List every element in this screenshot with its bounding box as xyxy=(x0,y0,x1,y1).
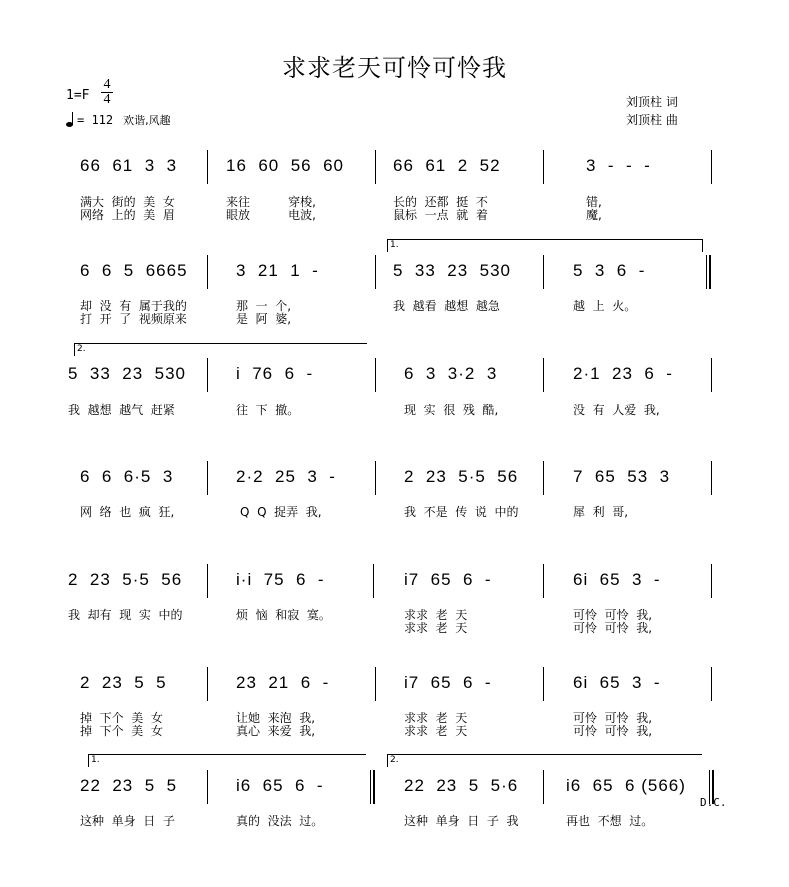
tempo-marking xyxy=(66,112,171,128)
lyric-line: 鼠标 一点 就 着 xyxy=(393,208,488,222)
barline xyxy=(375,667,376,701)
lyric-line: 网 络 也 疯 狂, xyxy=(80,505,175,519)
barline xyxy=(375,150,376,184)
lyric-line: 却 没 有 属于我的 xyxy=(80,299,187,313)
second-ending-bracket: 2. xyxy=(74,343,367,356)
measure-notes: 2·2 25 3 - xyxy=(236,467,336,486)
lyric-line: 真心 来爱 我, xyxy=(236,724,316,738)
measure-notes: 3 21 1 - xyxy=(236,261,319,280)
measure-notes: i6 65 6 (566) xyxy=(566,776,686,795)
measure-notes: 6 6 6·5 3 xyxy=(80,467,174,486)
time-signature xyxy=(101,78,113,107)
barline xyxy=(207,358,208,392)
lyric-line: 求求 老 天 xyxy=(404,621,468,635)
lyricist: 刘顶柱 词 xyxy=(626,95,678,109)
barline xyxy=(543,255,544,289)
barline xyxy=(207,150,208,184)
lyric-line: 网络 上的 美 眉 xyxy=(80,208,175,222)
lyric-line: 往 下 撤。 xyxy=(236,403,300,417)
lyric-line: 我 越想 越气 赶紧 xyxy=(68,403,175,417)
measure-notes: 2 23 5·5 56 xyxy=(404,467,519,486)
measure-notes: 6 3 3·2 3 xyxy=(404,364,498,383)
lyric-line: 求求 老 天 xyxy=(404,608,468,622)
measure-notes: 6i 65 3 - xyxy=(573,673,661,692)
measure-notes: 3 - - - xyxy=(586,156,651,175)
lyric-line: 再也 不想 过。 xyxy=(566,814,654,828)
measure-notes: 66 61 3 3 xyxy=(80,156,178,175)
repeat-end-barline xyxy=(370,770,375,804)
lyric-line: 我 却有 现 实 中的 xyxy=(68,608,183,622)
measure-notes: 5 33 23 530 xyxy=(68,364,186,383)
lyric-line: 掉 下个 美 女 xyxy=(80,711,163,725)
lyric-line: 那 一 个, xyxy=(236,299,292,313)
measure-notes: i7 65 6 - xyxy=(404,673,492,692)
measure-notes: 22 23 5 5 xyxy=(80,776,178,795)
lyric-line: Q Q 捉弄 我, xyxy=(240,505,322,519)
lyric-line: 烦 恼 和寂 寞。 xyxy=(236,608,331,622)
barline xyxy=(207,667,208,701)
barline xyxy=(711,358,712,392)
measure-notes: 5 33 23 530 xyxy=(393,261,511,280)
lyric-line: 来往 穿梭, xyxy=(226,195,316,209)
barline xyxy=(711,150,712,184)
lyric-line: 满大 街的 美 女 xyxy=(80,195,175,209)
barline xyxy=(543,564,544,598)
lyric-line: 犀 利 哥, xyxy=(573,505,629,519)
lyric-line: 打 开 了 视频原来 xyxy=(80,312,187,326)
repeat-start-barline xyxy=(373,564,376,598)
quarter-note-icon xyxy=(66,122,73,127)
barline xyxy=(711,667,712,701)
repeat-end-barline xyxy=(706,255,711,289)
measure-notes: 66 61 2 52 xyxy=(393,156,501,175)
barline xyxy=(207,564,208,598)
lyric-line: 可怜 可怜 我, xyxy=(573,608,653,622)
tempo-style: 欢谐,风趣 xyxy=(123,114,171,127)
barline xyxy=(543,150,544,184)
authors xyxy=(626,93,678,129)
measure-notes: 2 23 5 5 xyxy=(80,673,167,692)
lyric-line: 错, xyxy=(586,195,602,209)
da-capo-marking: D.C. xyxy=(700,796,727,809)
barline xyxy=(375,255,376,289)
measure-notes: 7 65 53 3 xyxy=(573,467,671,486)
barline xyxy=(207,461,208,495)
measure-notes: 6 6 5 6665 xyxy=(80,261,188,280)
lyric-line: 求求 老 天 xyxy=(404,711,468,725)
key-signature: 1=F xyxy=(66,88,90,103)
lyric-line: 是 阿 婆, xyxy=(236,312,292,326)
song-title: 求求老天可怜可怜我 xyxy=(282,54,507,82)
measure-notes: i7 65 6 - xyxy=(404,570,492,589)
measure-notes: 6i 65 3 - xyxy=(573,570,661,589)
barline xyxy=(207,255,208,289)
lyric-line: 没 有 人爱 我, xyxy=(573,403,660,417)
barline xyxy=(543,461,544,495)
lyric-line: 眼放 电波, xyxy=(226,208,316,222)
measure-notes: 2·1 23 6 - xyxy=(573,364,673,383)
lyric-line: 让她 来泡 我, xyxy=(236,711,316,725)
barline xyxy=(207,770,208,804)
lyric-line: 可怜 可怜 我, xyxy=(573,724,653,738)
lyric-line: 可怜 可怜 我, xyxy=(573,711,653,725)
lyric-line: 长的 还都 挺 不 xyxy=(393,195,488,209)
measure-notes: i6 65 6 - xyxy=(236,776,324,795)
lyric-line: 真的 没法 过。 xyxy=(236,814,324,828)
barline xyxy=(543,667,544,701)
time-signature-top: 4 xyxy=(103,77,111,92)
measure-notes: i 76 6 - xyxy=(236,364,314,383)
measure-notes: 2 23 5·5 56 xyxy=(68,570,183,589)
lyric-line: 求求 老 天 xyxy=(404,724,468,738)
barline xyxy=(543,770,544,804)
first-ending-bracket-2: 1. xyxy=(88,754,366,767)
barline xyxy=(375,461,376,495)
second-ending-bracket-2: 2. xyxy=(387,754,702,767)
lyric-line: 这种 单身 日 子 我 xyxy=(404,814,519,828)
measure-notes: 5 3 6 - xyxy=(573,261,646,280)
barline xyxy=(375,358,376,392)
barline xyxy=(711,461,712,495)
measure-notes: 22 23 5 5·6 xyxy=(404,776,519,795)
lyric-line: 现 实 很 残 酷, xyxy=(404,403,499,417)
barline xyxy=(543,358,544,392)
lyric-line: 掉 下个 美 女 xyxy=(80,724,163,738)
time-signature-bottom: 4 xyxy=(101,92,113,107)
measure-notes: 16 60 56 60 xyxy=(226,156,344,175)
lyric-line: 我 越看 越想 越急 xyxy=(393,299,500,313)
first-ending-bracket: 1. xyxy=(387,239,703,252)
lyric-line: 可怜 可怜 我, xyxy=(573,621,653,635)
tempo-bpm: = 112 xyxy=(77,113,114,127)
barline xyxy=(711,564,712,598)
lyric-line: 我 不是 传 说 中的 xyxy=(404,505,519,519)
lyric-line: 这种 单身 日 子 xyxy=(80,814,175,828)
composer: 刘顶柱 曲 xyxy=(626,113,678,127)
lyric-line: 魔, xyxy=(586,208,602,222)
measure-notes: 23 21 6 - xyxy=(236,673,330,692)
measure-notes: i·i 75 6 - xyxy=(236,570,325,589)
lyric-line: 越 上 火。 xyxy=(573,299,637,313)
